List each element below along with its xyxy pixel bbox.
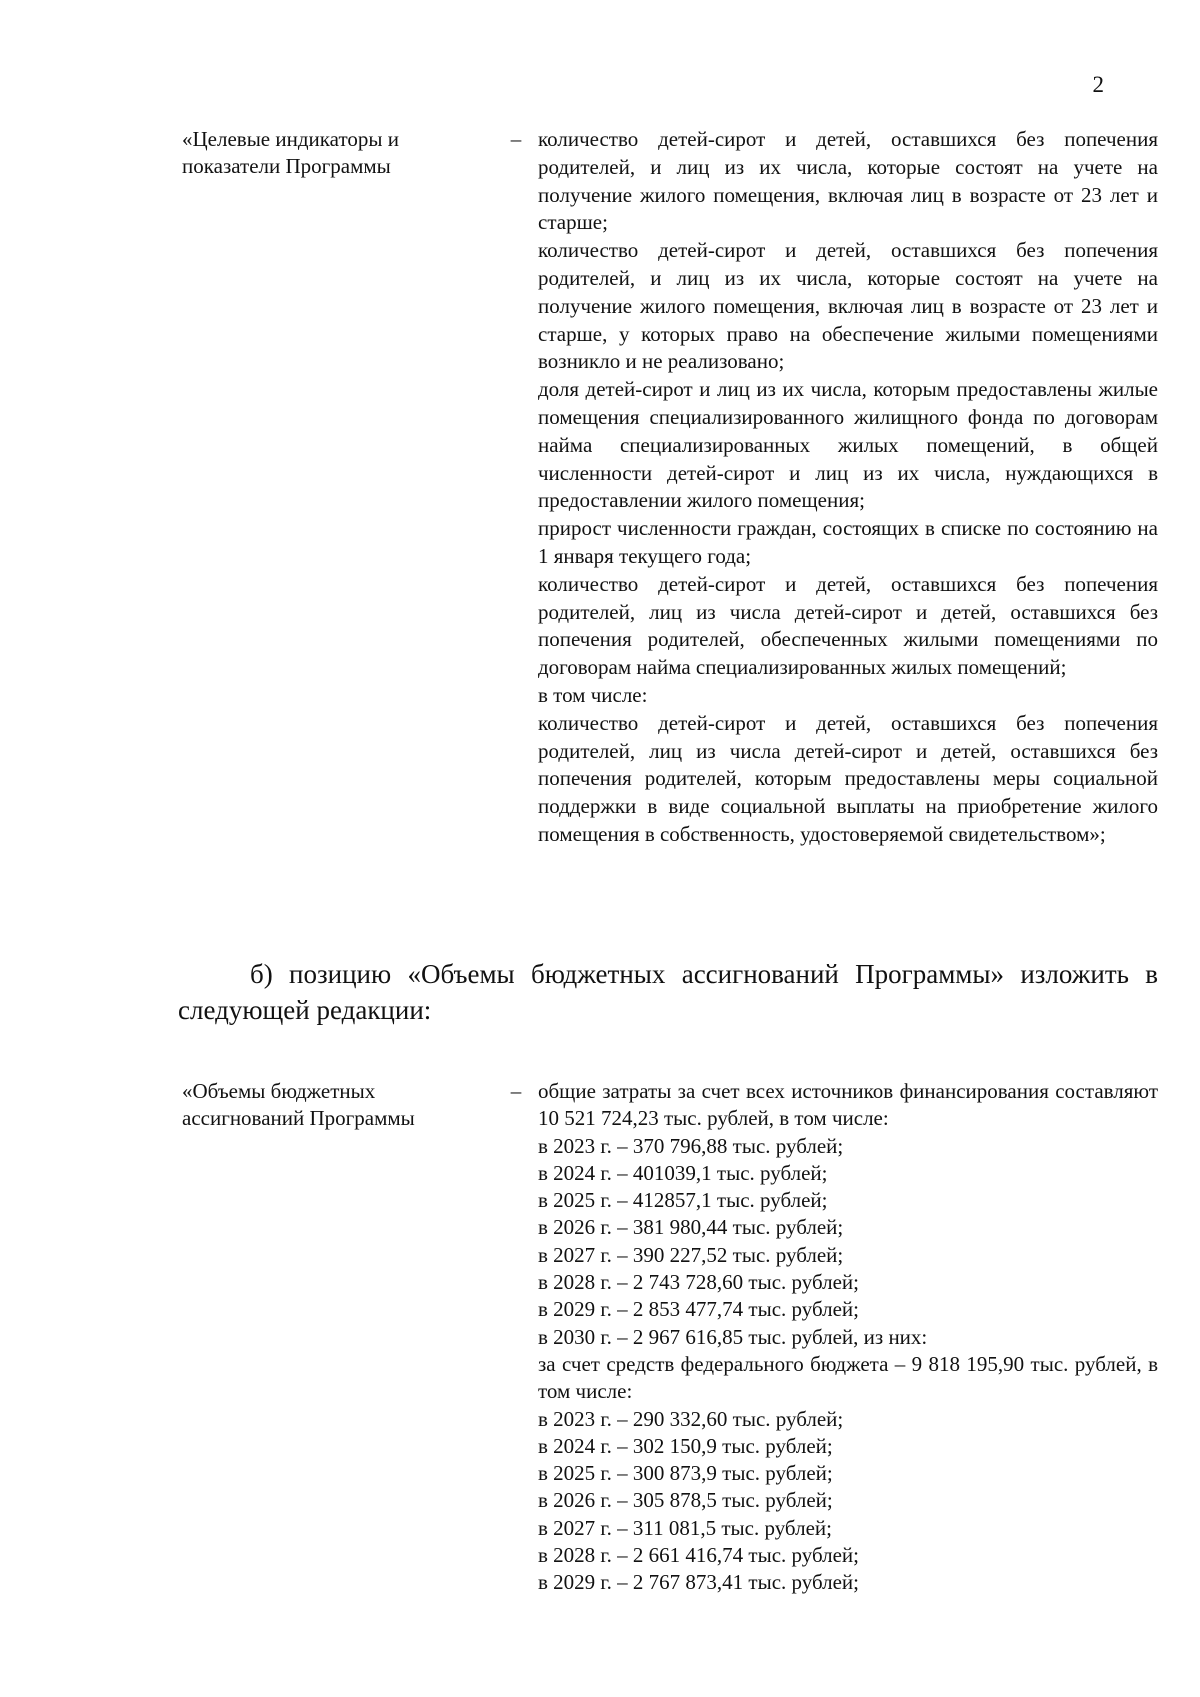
budget-allocations-list <box>538 1078 1158 1597</box>
indicator-item: в том числе: <box>538 682 648 707</box>
indicator-item: количество детей-сирот и детей, оставшихся без попечения родителей, лиц из числа детей-сирот и детей, оставшихся без попечения родителей, которым предоставлены меры социальной поддержки в виде социальной выплаты на приобретение жилого помещения в собственность, удостоверяемой свидетельством»; <box>538 710 1158 846</box>
total-costs-intro: общие затраты за счет всех источников финансирования составляют 10 521 724,23 тыс. рублей, в том числе: <box>538 1079 1158 1131</box>
total-year-line: в 2026 г. – 381 980,44 тыс. рублей; <box>538 1215 844 1240</box>
federal-year-line: в 2023 г. – 290 332,60 тыс. рублей; <box>538 1406 844 1431</box>
federal-year-line: в 2029 г. – 2 767 873,41 тыс. рублей; <box>538 1570 859 1595</box>
page-number: 2 <box>1092 72 1104 97</box>
indicator-item: прирост численности граждан, состоящих в списке по состоянию на 1 января текущего года; <box>538 516 1158 568</box>
indicator-item: количество детей-сирот и детей, оставшихся без попечения родителей, и лиц из их числа, которые состоят на учете на получение жилого помещения, включая лиц в возрасте от 23 лет и старше; <box>538 127 1158 235</box>
target-indicators-label: «Целевые индикаторы и показатели Программы <box>182 127 399 178</box>
target-indicators-list <box>538 126 1158 849</box>
total-year-line: в 2029 г. – 2 853 477,74 тыс. рублей; <box>538 1297 859 1322</box>
budget-allocations-row <box>182 1078 1158 1597</box>
indicator-item: количество детей-сирот и детей, оставшихся без попечения родителей, и лиц из их числа, которые состоят на учете на получение жилого помещения, включая лиц в возрасте от 23 лет и старше, у которых право на обеспечение жилыми помещениями возникло и не реализовано; <box>538 238 1158 374</box>
budget-allocations-section <box>182 1078 1158 1597</box>
total-year-line: в 2027 г. – 390 227,52 тыс. рублей; <box>538 1242 844 1267</box>
amendment-paragraph: б) позицию «Объемы бюджетных ассигнований Программы» изложить в следующей редакции: <box>178 959 1158 1025</box>
target-indicators-row <box>182 126 1158 849</box>
indicator-item: количество детей-сирот и детей, оставшихся без попечения родителей, лиц из числа детей-сирот и детей, оставшихся без попечения родителей, обеспеченных жилыми помещениями по договорам найма специализированных жилых помещений; <box>538 571 1158 680</box>
federal-year-line: в 2028 г. – 2 661 416,74 тыс. рублей; <box>538 1543 859 1568</box>
dash-separator: – <box>510 1079 522 1103</box>
federal-year-line: в 2027 г. – 311 081,5 тыс. рублей; <box>538 1515 832 1540</box>
indicator-item: доля детей-сирот и лиц из их числа, которым предоставлены жилые помещения специализированного жилищного фонда по договорам найма специализированных жилых помещений, в общей численности детей-сирот и лиц из их числа, нуждающихся в предоставлении жилого помещения; <box>538 377 1158 513</box>
budget-allocations-label: «Объемы бюджетных ассигнований Программы <box>182 1079 415 1130</box>
target-indicators-section <box>182 126 1158 849</box>
federal-year-line: в 2025 г. – 300 873,9 тыс. рублей; <box>538 1461 833 1486</box>
total-year-line: в 2025 г. – 412857,1 тыс. рублей; <box>538 1188 828 1213</box>
total-year-line: в 2023 г. – 370 796,88 тыс. рублей; <box>538 1133 844 1158</box>
total-year-line: в 2024 г. – 401039,1 тыс. рублей; <box>538 1160 828 1185</box>
federal-year-line: в 2024 г. – 302 150,9 тыс. рублей; <box>538 1433 833 1458</box>
total-year-line: в 2028 г. – 2 743 728,60 тыс. рублей; <box>538 1270 859 1295</box>
total-year-line: в 2030 г. – 2 967 616,85 тыс. рублей, из них: <box>538 1324 928 1349</box>
dash-separator: – <box>510 127 522 151</box>
federal-year-line: в 2026 г. – 305 878,5 тыс. рублей; <box>538 1488 833 1513</box>
federal-budget-intro: за счет средств федерального бюджета – 9 818 195,90 тыс. рублей, в том числе: <box>538 1351 1158 1404</box>
